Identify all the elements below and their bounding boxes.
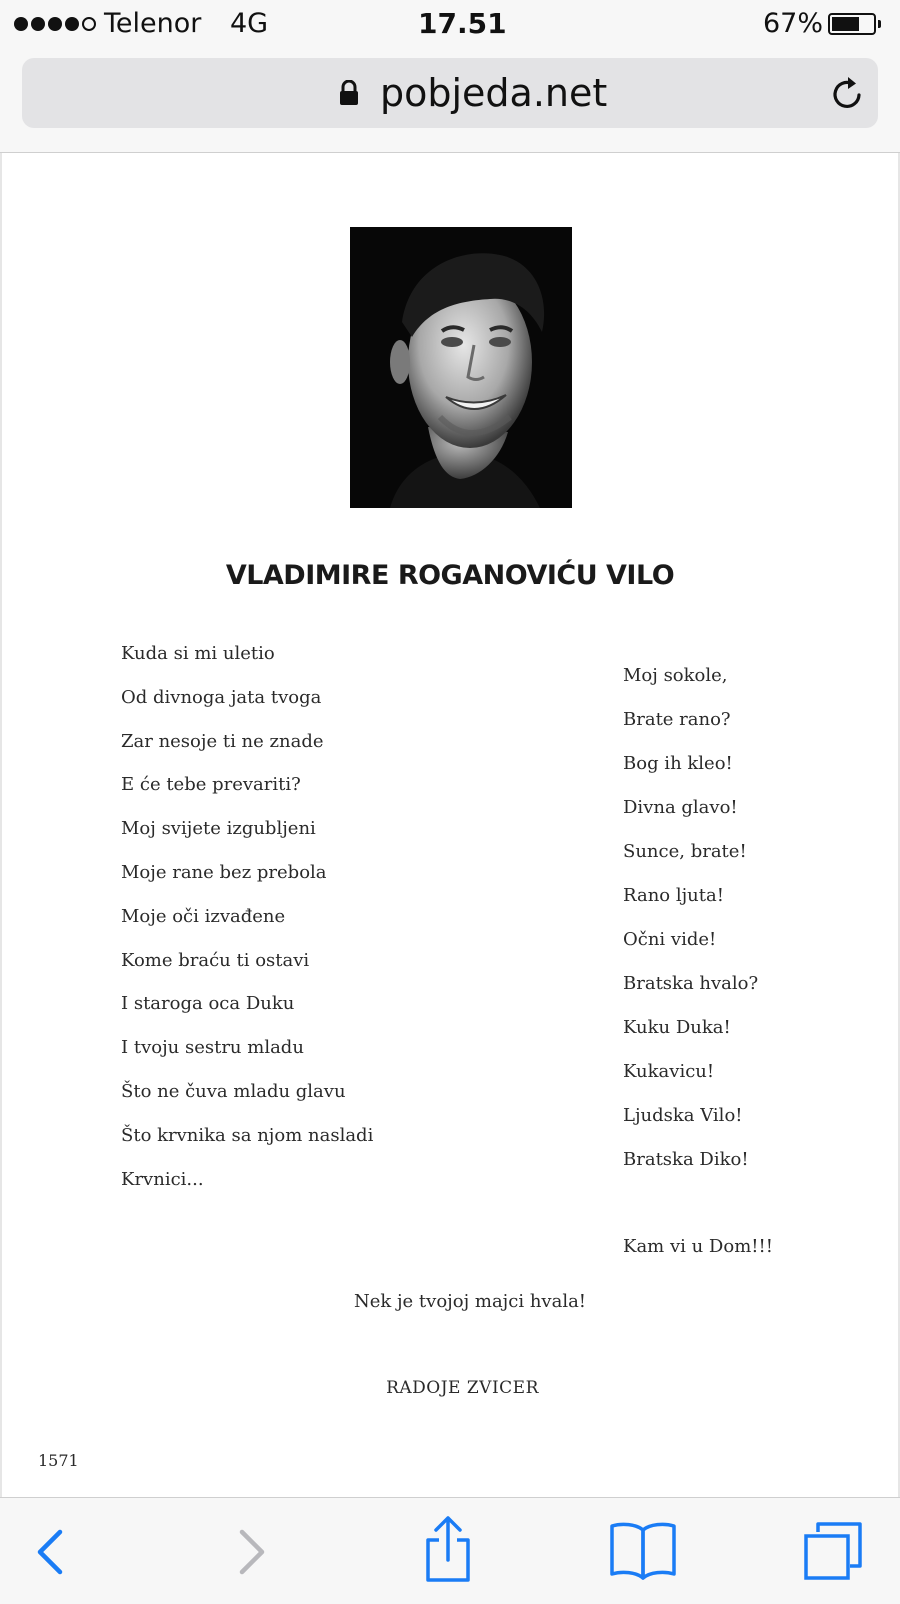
- portrait-photo: [350, 227, 572, 508]
- web-page: [0, 153, 900, 1497]
- poem-line: Kome braću ti ostavi: [121, 949, 310, 971]
- status-time: 17.51: [418, 7, 507, 40]
- poem-line: Od divnoga jata tvoga: [121, 686, 322, 708]
- page-number: 1571: [38, 1451, 79, 1470]
- poem-line: Sunce, brate!: [623, 841, 747, 862]
- status-bar: [0, 0, 900, 50]
- battery-icon: [828, 13, 876, 35]
- page-edge-left: [0, 153, 2, 1497]
- poem-line: I staroga oca Duku: [121, 993, 295, 1015]
- poem-line: Brate rano?: [623, 709, 731, 730]
- poem-final-line: Kam vi u Dom!!!: [623, 1236, 773, 1257]
- network-type: 4G: [230, 8, 269, 39]
- poem-title: VLADIMIRE ROGANOVIĆU VILO: [225, 560, 675, 591]
- forward-icon[interactable]: [234, 1528, 270, 1576]
- share-icon[interactable]: [420, 1514, 476, 1584]
- poem-line: Bratska Diko!: [623, 1149, 749, 1170]
- poem-line: Očni vide!: [623, 929, 717, 950]
- poem-closing-line: Nek je tvojoj majci hvala!: [353, 1291, 587, 1312]
- poem-line: Rano ljuta!: [623, 885, 724, 906]
- reload-icon[interactable]: [830, 74, 866, 112]
- poem-line: Divna glavo!: [623, 797, 738, 818]
- poem-line: Kuda si mi uletio: [121, 643, 275, 664]
- carrier-name: Telenor: [104, 8, 202, 39]
- poem-line: I tvoju sestru mladu: [121, 1037, 304, 1059]
- poem-line: E će tebe prevariti?: [121, 774, 301, 796]
- poem-line: Ljudska Vilo!: [623, 1105, 743, 1126]
- battery-percentage: 67%: [763, 8, 824, 39]
- poem-line: Što krvnika sa njom nasladi: [121, 1124, 374, 1146]
- poem-line: Krvnici...: [121, 1168, 204, 1190]
- poem-line: Bratska hvalo?: [623, 973, 759, 994]
- poem-right-column: [623, 663, 758, 1191]
- poem-line: Zar nesoje ti ne znade: [121, 730, 324, 752]
- battery-tip: [878, 20, 881, 28]
- poem-author: RADOJE ZVICER: [386, 1378, 539, 1398]
- signal-strength-icon: [14, 14, 96, 34]
- bookmarks-icon[interactable]: [608, 1520, 678, 1580]
- url-text[interactable]: pobjeda.net: [380, 71, 608, 115]
- poem-line: Bog ih kleo!: [623, 753, 733, 774]
- poem-line: Moje oči izvađene: [121, 905, 286, 927]
- poem-line: Kukavicu!: [623, 1061, 715, 1082]
- poem-line: Moje rane bez prebola: [121, 861, 327, 883]
- poem-line: Što ne čuva mladu glavu: [121, 1080, 346, 1102]
- poem-line: Moj svijete izgubljeni: [121, 818, 316, 840]
- browser-toolbar: [0, 1497, 900, 1604]
- poem-left-column: [121, 641, 373, 1210]
- address-bar[interactable]: [22, 58, 878, 128]
- lock-icon: [339, 80, 359, 106]
- poem-line: Kuku Duka!: [623, 1017, 731, 1038]
- tabs-icon[interactable]: [800, 1518, 866, 1584]
- back-icon[interactable]: [32, 1528, 68, 1576]
- poem-line: Moj sokole,: [623, 665, 728, 686]
